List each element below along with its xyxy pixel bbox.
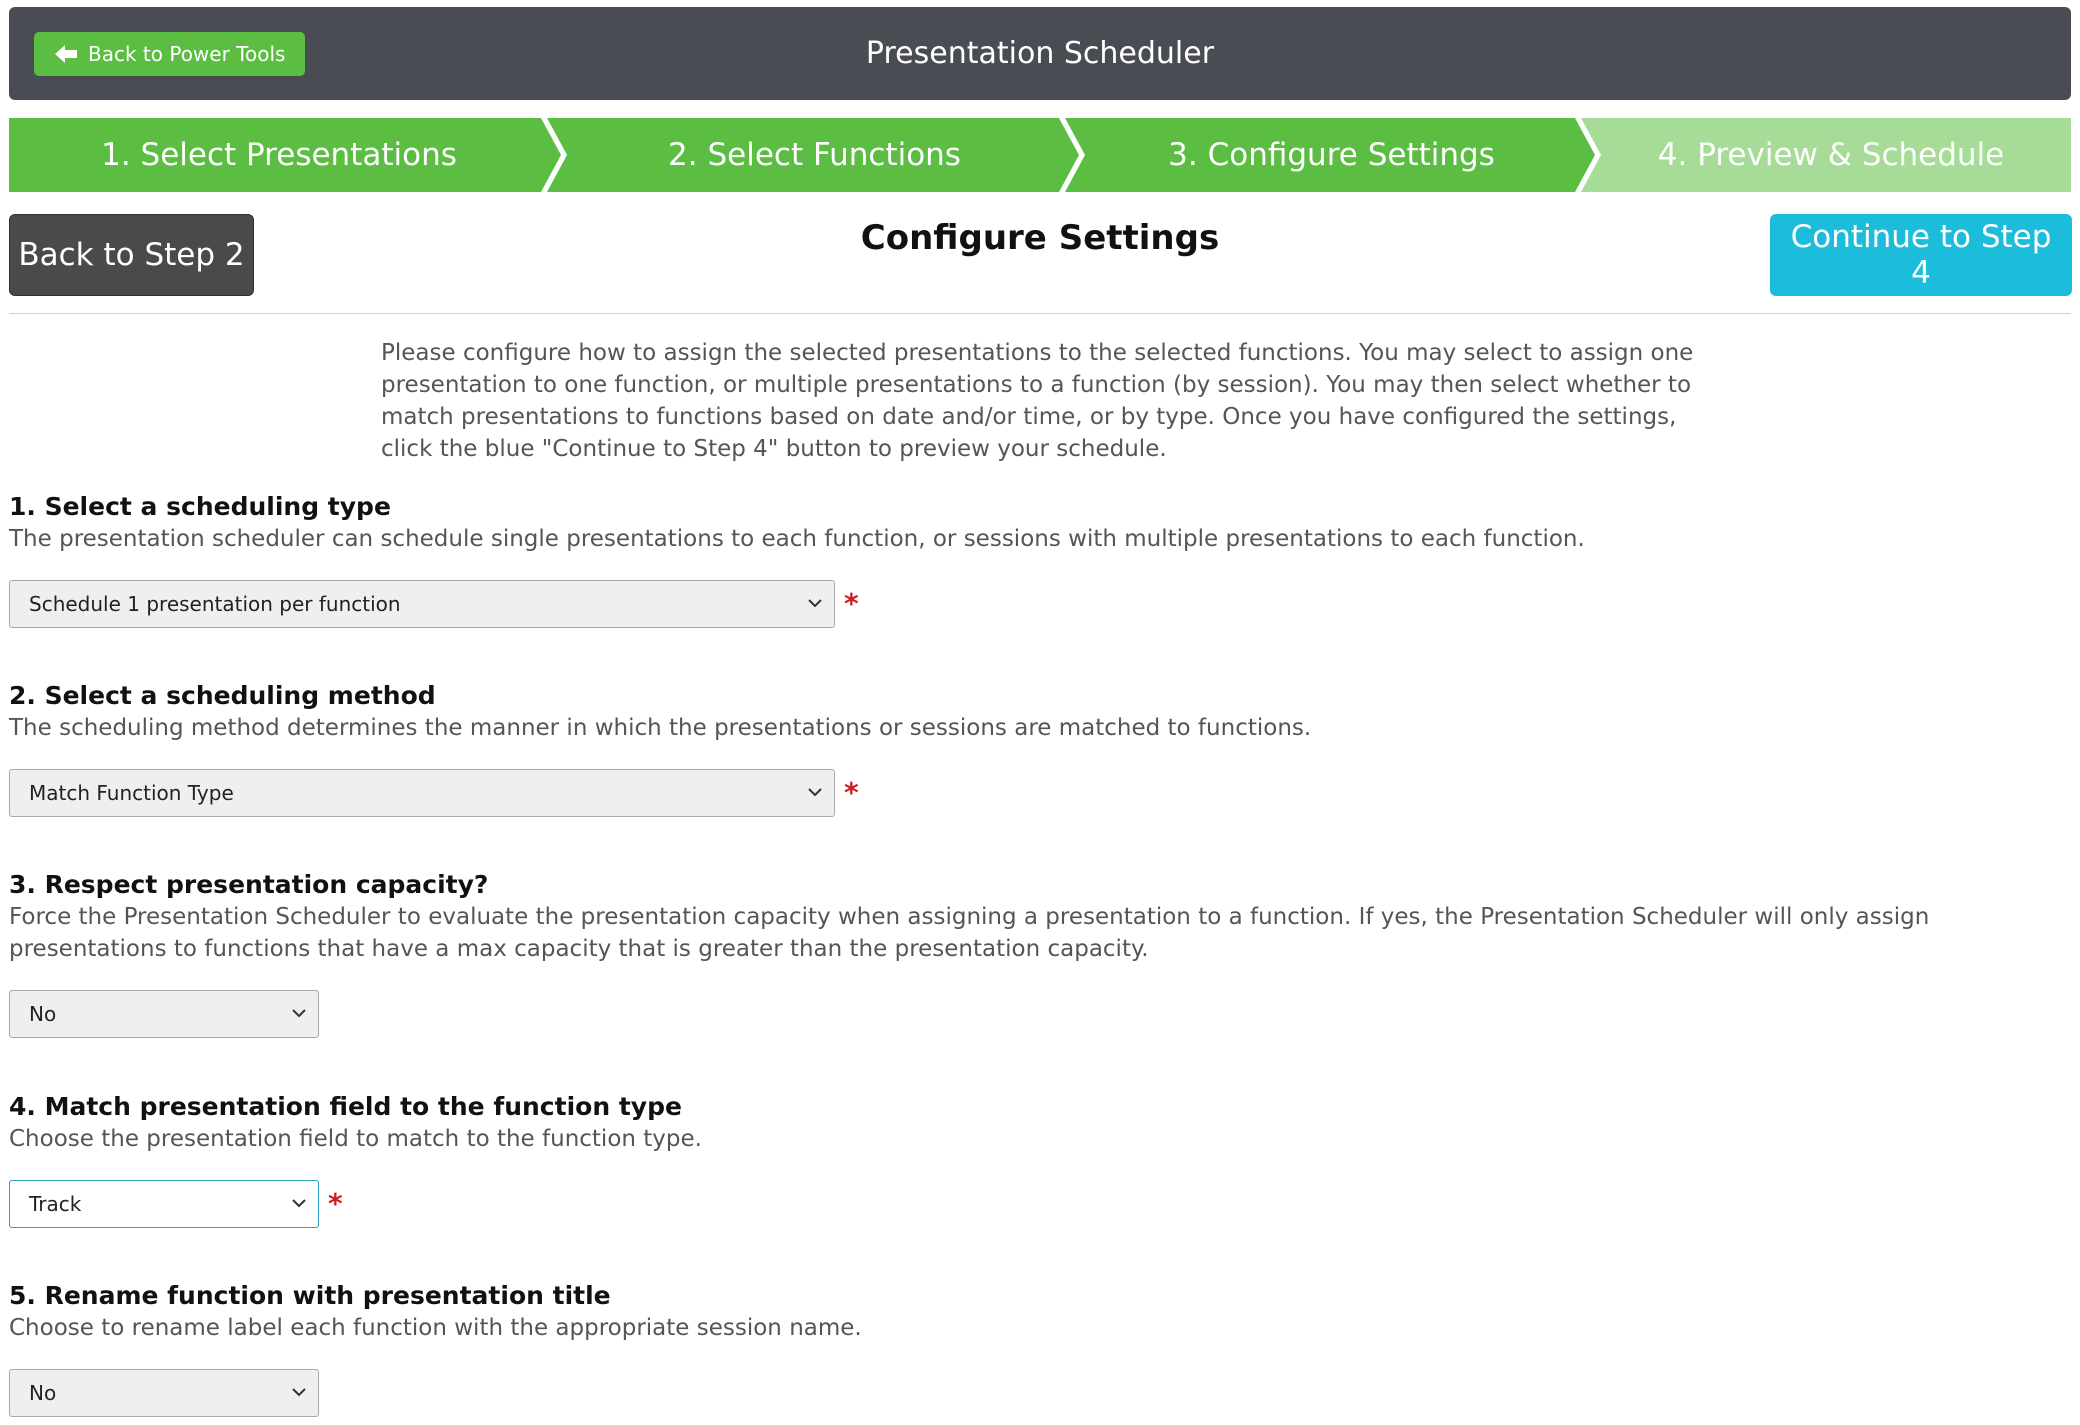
scheduling-type-select[interactable]	[9, 580, 835, 628]
chevron-down-icon	[808, 787, 822, 797]
rename-function-title: 5. Rename function with presentation title	[9, 1281, 611, 1310]
chevron-down-icon	[292, 1008, 306, 1018]
scheduling-method-description: The scheduling method determines the manner in which the presentations or sessions are matched to functions.	[9, 715, 1312, 741]
match-field-title: 4. Match presentation field to the function type	[9, 1092, 682, 1121]
scheduling-type-value: Schedule 1 presentation per function	[29, 592, 401, 616]
rename-function-description: Choose to rename label each function with the appropriate session name.	[9, 1315, 862, 1341]
continue-to-step-4-button[interactable]: Continue to Step 4	[1770, 214, 2072, 296]
top-bar	[9, 7, 2071, 100]
arrow-left-icon	[54, 43, 78, 65]
capacity-title: 3. Respect presentation capacity?	[9, 870, 489, 899]
rename-function-value: No	[29, 1381, 57, 1405]
page-title: Configure Settings	[860, 218, 1220, 258]
scheduling-type-description: The presentation scheduler can schedule single presentations to each function, or sessions with multiple presentations to each function.	[9, 526, 1585, 552]
step-3-label: 3. Configure Settings	[1168, 137, 1495, 173]
divider	[9, 313, 2071, 314]
intro-text: Please configure how to assign the selected presentations to the selected functions. You may select to assign one presentation to one function, or multiple presentations to a function (by session). You may then select whether to match presentations to functions based on date and/or time, or by type. Once you have configured the settings, click the blue "Continue to Step 4" button to preview your schedule.	[381, 340, 1694, 462]
chevron-down-icon	[292, 1387, 306, 1397]
capacity-value: No	[29, 1002, 57, 1026]
scheduling-type-title: 1. Select a scheduling type	[9, 492, 391, 521]
capacity-description: Force the Presentation Scheduler to evaluate the presentation capacity when assigning a presentation to a function. If yes, the Presentation Scheduler will only assign presentations to functions that have a max capacity that is greater than the presentation capacity.	[9, 904, 1930, 962]
required-asterisk: *	[844, 587, 859, 620]
match-field-value: Track	[29, 1192, 82, 1216]
chevron-down-icon	[292, 1198, 306, 1208]
step-4-label: 4. Preview & Schedule	[1657, 137, 2005, 173]
back-to-power-tools-button[interactable]	[34, 32, 305, 76]
match-field-description: Choose the presentation field to match to the function type.	[9, 1126, 702, 1152]
capacity-select[interactable]	[9, 990, 319, 1038]
rename-function-select[interactable]	[9, 1369, 319, 1417]
app-title: Presentation Scheduler	[865, 36, 1215, 71]
match-field-select[interactable]	[9, 1180, 319, 1228]
chevron-down-icon	[808, 598, 822, 608]
step-wizard	[9, 118, 2071, 192]
scheduling-method-select[interactable]	[9, 769, 835, 817]
scheduling-method-title: 2. Select a scheduling method	[9, 681, 436, 710]
step-2-label: 2. Select Functions	[668, 137, 961, 173]
back-to-power-tools-label: Back to Power Tools	[88, 42, 286, 66]
scheduling-method-value: Match Function Type	[29, 781, 234, 805]
required-asterisk: *	[844, 776, 859, 809]
back-to-step-2-button[interactable]: Back to Step 2	[9, 214, 254, 296]
step-1-label: 1. Select Presentations	[101, 137, 457, 173]
required-asterisk: *	[328, 1187, 343, 1220]
